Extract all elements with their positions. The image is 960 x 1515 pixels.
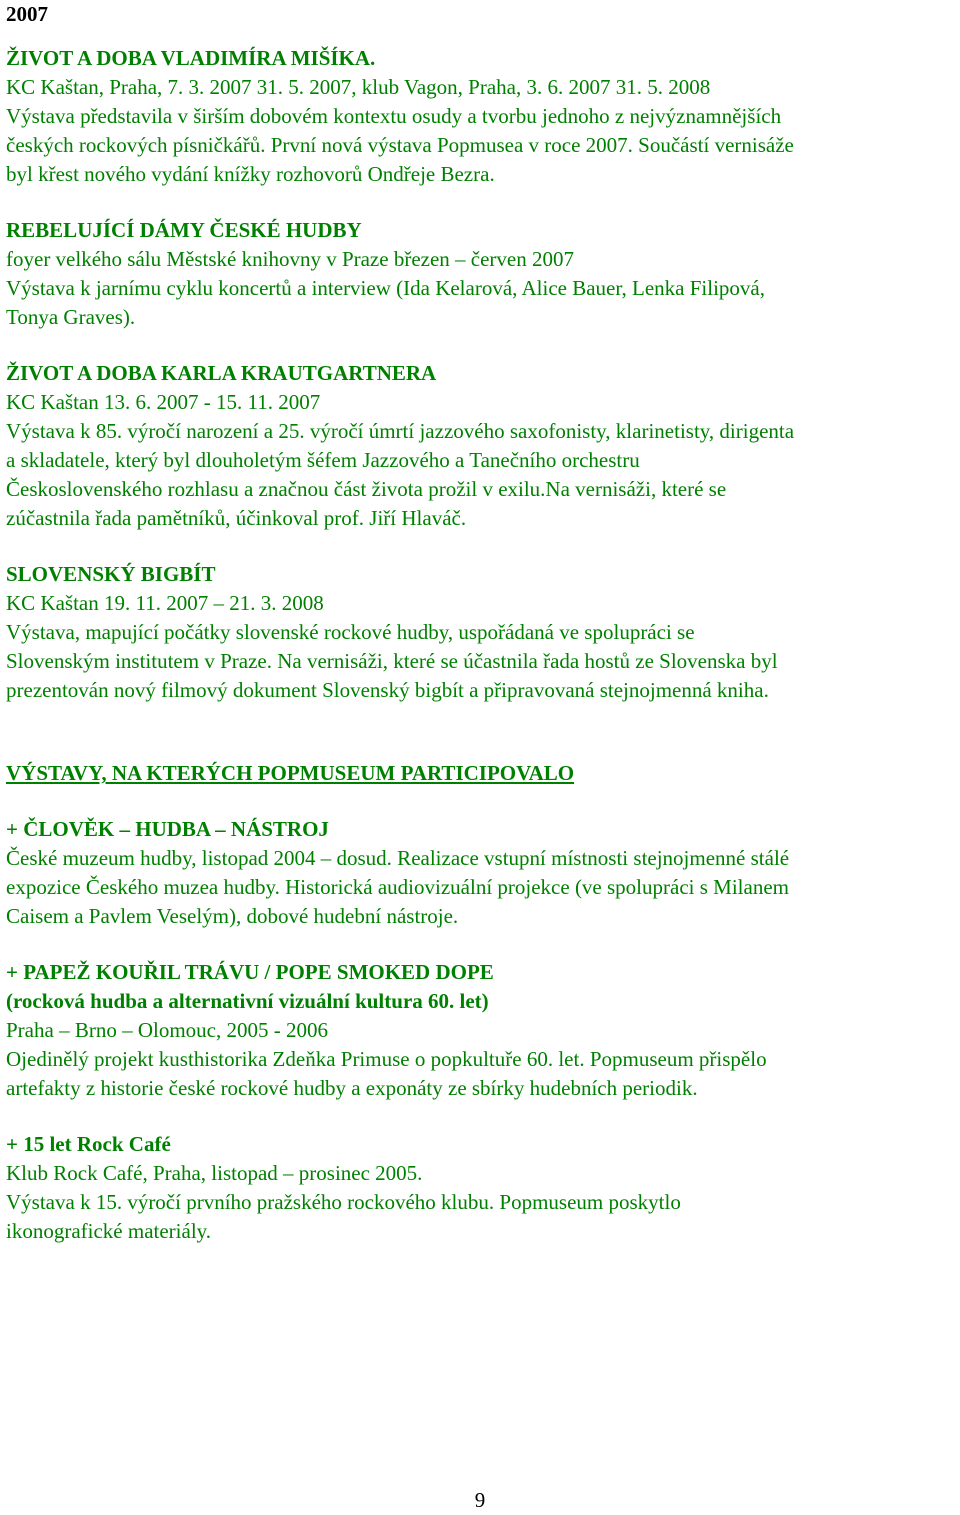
section-body-line: ikonografické materiály. [6, 1219, 212, 1243]
section-body-line: byl křest nového vydání knížky rozhovorů Ondřeje Bezra. [6, 162, 495, 186]
section-subtitle: (rocková hudba a alternativní vizuální kultura 60. let) [6, 989, 489, 1013]
participated-heading: VÝSTAVY, NA KTERÝCH POPMUSEUM PARTICIPOVALO [6, 761, 575, 785]
section-body-line: Výstava k 85. výročí narození a 25. výročí úmrtí jazzového saxofonisty, klarinetisty, dirigenta [6, 419, 795, 443]
section-title: + 15 let Rock Café [6, 1132, 171, 1156]
section-rock-cafe [6, 1130, 952, 1246]
section-body-line: Výstava k jarnímu cyklu koncertů a interview (Ida Kelarová, Alice Bauer, Lenka Filipová, [6, 276, 765, 300]
section-title: ŽIVOT A DOBA KARLA KRAUTGARTNERA [6, 361, 437, 385]
section-body-line: Tonya Graves). [6, 305, 136, 329]
section-rebelujici-damy [6, 216, 952, 332]
section-body-line: Československého rozhlasu a značnou část života prožil v exilu.Na vernisáži, které se [6, 477, 727, 501]
section-body-line: Výstava, mapující počátky slovenské rockové hudby, uspořádaná ve spolupráci se [6, 620, 695, 644]
section-krautgartner [6, 359, 952, 533]
section-title: + PAPEŽ KOUŘIL TRÁVU / POPE SMOKED DOPE [6, 960, 494, 984]
section-venue: KC Kaštan 19. 11. 2007 – 21. 3. 2008 [6, 591, 324, 615]
section-venue: KC Kaštan, Praha, 7. 3. 2007 31. 5. 2007, klub Vagon, Praha, 3. 6. 2007 31. 5. 2008 [6, 75, 711, 99]
section-body-line: Výstava představila v širším dobovém kontextu osudy a tvorbu jednoho z nejvýznamnějších [6, 104, 782, 128]
section-slovensky-bigbit [6, 560, 952, 705]
section-venue: KC Kaštan 13. 6. 2007 - 15. 11. 2007 [6, 390, 321, 414]
section-body-line: expozice Českého muzea hudby. Historická audiovizuální projekce (ve spolupráci s Milanem [6, 875, 789, 899]
section-body-line: a skladatele, který byl dlouholetým šéfem Jazzového a Tanečního orchestru [6, 448, 640, 472]
section-clovek-hudba-nastroj [6, 815, 952, 931]
section-body-line: České muzeum hudby, listopad 2004 – dosud. Realizace vstupní místnosti stejnojmenné stálé [6, 846, 790, 870]
section-venue: Praha – Brno – Olomouc, 2005 - 2006 [6, 1018, 328, 1042]
document-page [6, 0, 952, 1246]
section-venue: Klub Rock Café, Praha, listopad – prosinec 2005. [6, 1161, 423, 1185]
year-heading: 2007 [6, 2, 48, 26]
section-venue: foyer velkého sálu Městské knihovny v Praze březen – červen 2007 [6, 247, 574, 271]
section-title: REBELUJÍCÍ DÁMY ČESKÉ HUDBY [6, 218, 362, 242]
section-body-line: českých rockových písničkářů. První nová výstava Popmusea v roce 2007. Součástí vernisáže [6, 133, 794, 157]
section-misik [6, 44, 952, 189]
section-papez-kouril-travu [6, 958, 952, 1103]
section-title: ŽIVOT A DOBA VLADIMÍRA MIŠÍKA. [6, 46, 376, 70]
section-title: + ČLOVĚK – HUDBA – NÁSTROJ [6, 817, 329, 841]
page-number: 9 [474, 1488, 486, 1512]
section-body-line: zúčastnila řada pamětníků, účinkoval prof. Jiří Hlaváč. [6, 506, 467, 530]
section-body-line: Caisem a Pavlem Veselým), dobové hudební nástroje. [6, 904, 459, 928]
section-body-line: prezentován nový filmový dokument Slovenský bigbít a připravovaná stejnojmenná kniha. [6, 678, 769, 702]
section-body-line: Slovenským institutem v Praze. Na vernisáži, které se účastnila řada hostů ze Slovenska byl [6, 649, 778, 673]
section-body-line: Ojedinělý projekt kusthistorika Zdeňka Primuse o popkultuře 60. let. Popmuseum přispělo [6, 1047, 767, 1071]
section-body-line: artefakty z historie české rockové hudby a exponáty ze sbírky hudebních periodik. [6, 1076, 698, 1100]
section-title: SLOVENSKÝ BIGBÍT [6, 562, 216, 586]
section-body-line: Výstava k 15. výročí prvního pražského rockového klubu. Popmuseum poskytlo [6, 1190, 681, 1214]
